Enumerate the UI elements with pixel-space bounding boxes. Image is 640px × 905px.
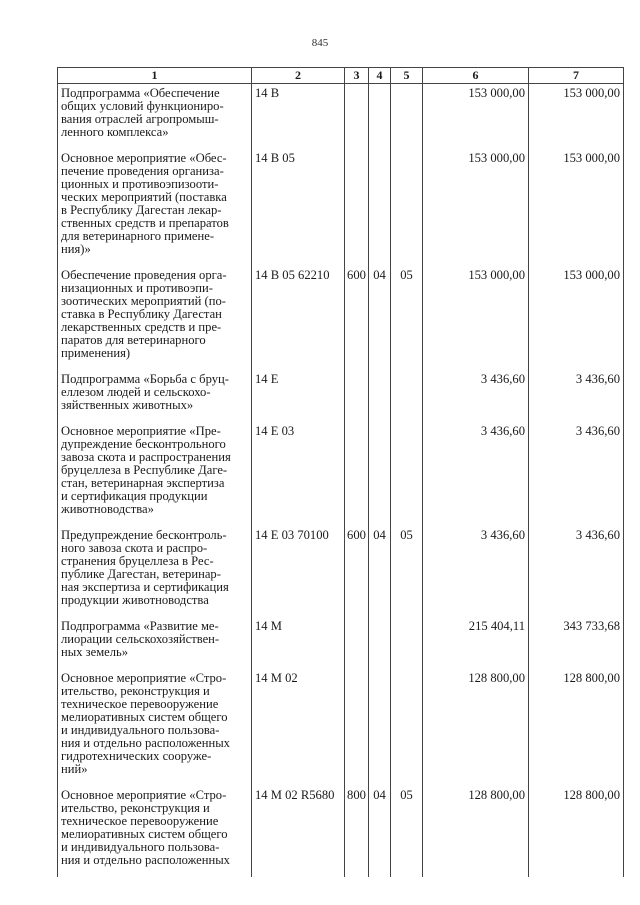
row-name: Подпрограмма «Развитие ме- лиорации сельскохозяйствен- ных земель»	[58, 617, 252, 669]
table-row	[58, 266, 624, 370]
row-name: Обеспечение проведения орга- низационных и противоэпи- зоотических мероприятий (по- ставка в Республику Дагестан лекарственных средств и пре- паратов для ветеринарного применения)	[58, 266, 252, 370]
row-code: 14 Е	[252, 370, 345, 422]
column-header-2: 2	[252, 68, 345, 84]
table-row	[58, 149, 624, 266]
table-row	[58, 617, 624, 669]
row-amount-6: 128 800,00	[423, 669, 529, 786]
budget-table	[57, 67, 624, 877]
column-header-5: 5	[391, 68, 423, 84]
row-code: 14 В 05	[252, 149, 345, 266]
column-header-7: 7	[529, 68, 624, 84]
row-col-5	[391, 149, 423, 266]
row-code: 14 М 02	[252, 669, 345, 786]
row-amount-6: 153 000,00	[423, 84, 529, 150]
table-row	[58, 786, 624, 877]
row-amount-6: 153 000,00	[423, 266, 529, 370]
column-header-6: 6	[423, 68, 529, 84]
row-col-3	[345, 370, 369, 422]
table-row	[58, 422, 624, 526]
column-header-4: 4	[369, 68, 391, 84]
row-col-4	[369, 149, 391, 266]
row-col-4	[369, 84, 391, 150]
page-number: 845	[311, 37, 329, 49]
row-col-3: 800	[345, 786, 369, 877]
row-amount-7: 128 800,00	[529, 669, 624, 786]
column-header-1: 1	[58, 68, 252, 84]
row-col-5: 05	[391, 786, 423, 877]
table-row	[58, 84, 624, 150]
row-code: 14 Е 03 70100	[252, 526, 345, 617]
row-name: Подпрограмма «Борьба с бруц- еллезом людей и сельскохо- зяйственных животных»	[58, 370, 252, 422]
row-code: 14 Е 03	[252, 422, 345, 526]
table-row	[58, 370, 624, 422]
row-col-5	[391, 669, 423, 786]
row-col-4: 04	[369, 526, 391, 617]
row-amount-7: 3 436,60	[529, 370, 624, 422]
row-amount-6: 128 800,00	[423, 786, 529, 877]
row-code: 14 В	[252, 84, 345, 150]
row-col-4	[369, 370, 391, 422]
table-row	[58, 526, 624, 617]
row-code: 14 В 05 62210	[252, 266, 345, 370]
row-name: Основное мероприятие «Обес- печение проведения организа- ционных и противоэпизооти- ческих мероприятий (поставка в Республику Дагестан лекар- ственных средств и препаратов для ветеринарного примене- ния)»	[58, 149, 252, 266]
row-code: 14 М	[252, 617, 345, 669]
row-amount-6: 3 436,60	[423, 422, 529, 526]
row-col-4: 04	[369, 266, 391, 370]
row-amount-7: 128 800,00	[529, 786, 624, 877]
row-amount-6: 153 000,00	[423, 149, 529, 266]
row-col-5	[391, 370, 423, 422]
row-amount-7: 3 436,60	[529, 422, 624, 526]
row-name: Предупреждение бесконтроль- ного завоза скота и распро- странения бруцеллеза в Рес- публике Дагестан, ветеринар- ная экспертиза и сертификация продукции животноводства	[58, 526, 252, 617]
row-col-3	[345, 617, 369, 669]
row-amount-7: 153 000,00	[529, 266, 624, 370]
row-col-3: 600	[345, 266, 369, 370]
row-col-4: 04	[369, 786, 391, 877]
row-col-5	[391, 617, 423, 669]
row-col-4	[369, 617, 391, 669]
row-col-5: 05	[391, 266, 423, 370]
row-amount-7: 3 436,60	[529, 526, 624, 617]
row-col-4	[369, 669, 391, 786]
row-col-5	[391, 422, 423, 526]
row-col-4	[369, 422, 391, 526]
row-col-3	[345, 422, 369, 526]
row-name: Подпрограмма «Обеспечение общих условий функциониро- вания отраслей агропромыш- ленного комплекса»	[58, 84, 252, 150]
row-amount-6: 3 436,60	[423, 370, 529, 422]
column-header-3: 3	[345, 68, 369, 84]
row-col-3	[345, 669, 369, 786]
row-amount-6: 215 404,11	[423, 617, 529, 669]
row-name: Основное мероприятие «Стро- ительство, реконструкция и техническое перевооружение мелиоративных систем общего и индивидуального пользова- ния и отдельно расположенных гидротехнических сооруже- ний»	[58, 669, 252, 786]
table-row	[58, 669, 624, 786]
row-code: 14 М 02 R5680	[252, 786, 345, 877]
row-amount-6: 3 436,60	[423, 526, 529, 617]
row-amount-7: 153 000,00	[529, 149, 624, 266]
row-col-5: 05	[391, 526, 423, 617]
row-name: Основное мероприятие «Пре- дупреждение бесконтрольного завоза скота и распространения бруцеллеза в Республике Даге- стан, ветеринарная экспертиза и сертификация продукции животноводства»	[58, 422, 252, 526]
row-col-3	[345, 84, 369, 150]
row-name: Основное мероприятие «Стро- ительство, реконструкция и техническое перевооружение мелиоративных систем общего и индивидуального пользова- ния и отдельно расположенных	[58, 786, 252, 877]
row-amount-7: 343 733,68	[529, 617, 624, 669]
row-col-5	[391, 84, 423, 150]
row-amount-7: 153 000,00	[529, 84, 624, 150]
row-col-3	[345, 149, 369, 266]
table-header-row	[58, 68, 624, 84]
row-col-3: 600	[345, 526, 369, 617]
